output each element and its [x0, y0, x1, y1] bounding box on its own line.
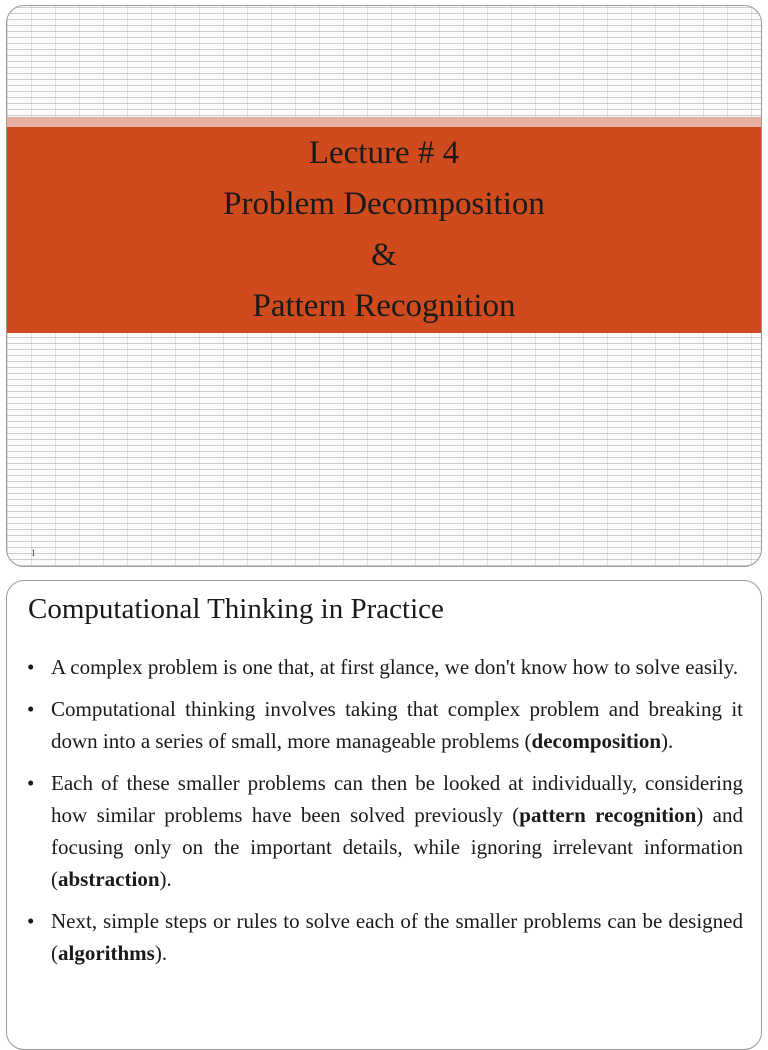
lecture-title-line-2: Pattern Recognition [252, 288, 516, 324]
bullet-icon: • [27, 909, 35, 933]
term-abstraction: abstraction [58, 867, 160, 891]
bullet-icon: • [27, 655, 35, 679]
bullet-item: • Computational thinking involves taking that complex problem and breaking it down into a series of small, more manageable problems (decomposition). [25, 693, 743, 757]
title-slide [6, 5, 762, 567]
bullet-item: • Next, simple steps or rules to solve each of the smaller problems can be designed (algorithms). [25, 905, 743, 969]
term-algorithms: algorithms [58, 941, 155, 965]
bullet-icon: • [27, 697, 35, 721]
bullet-list [25, 651, 743, 979]
content-slide [6, 580, 762, 1050]
slide-title: Computational Thinking in Practice [28, 593, 444, 625]
term-pattern-recognition: pattern recognition [519, 803, 697, 827]
term-decomposition: decomposition [531, 729, 662, 753]
accent-strip [7, 117, 761, 127]
lecture-title-line-1: Problem Decomposition [223, 186, 545, 222]
bullet-icon: • [27, 771, 35, 795]
bullet-item: • Each of these smaller problems can then be looked at individually, considering how similar problems have been solved previously (pattern recognition) and focusing only on the important details, while ignoring irrelevant information (abstraction). [25, 767, 743, 895]
title-band [7, 127, 761, 333]
lecture-title-ampersand: & [371, 237, 397, 273]
lecture-number: Lecture # 4 [308, 135, 460, 171]
slide-number: 1 [31, 548, 36, 558]
bullet-item: • A complex problem is one that, at first glance, we don't know how to solve easily. [25, 651, 743, 683]
